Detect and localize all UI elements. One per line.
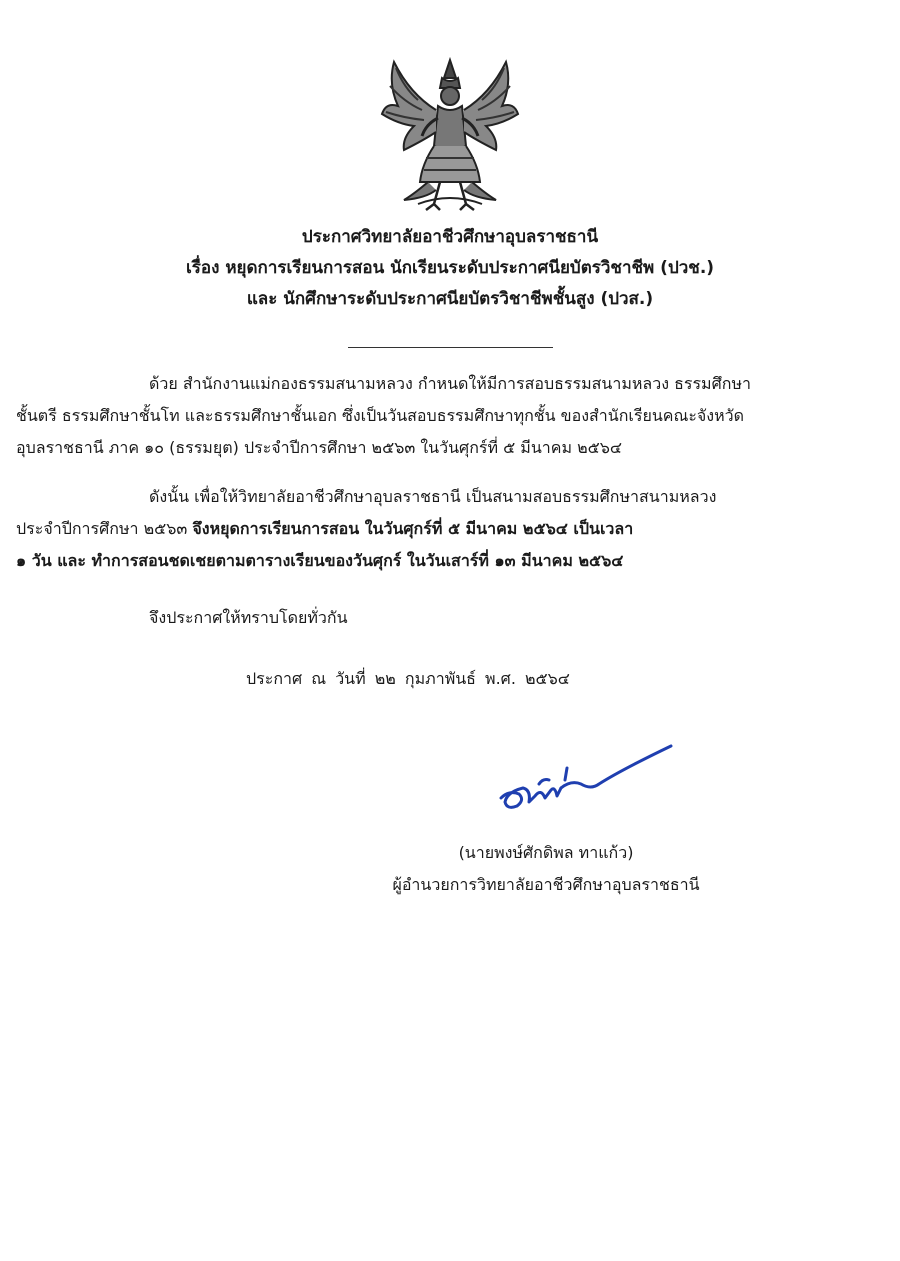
title-line-3: และ นักศึกษาระดับประกาศนียบัตรวิชาชีพชั้นสูง (ปวส.) (246, 289, 654, 309)
paragraph-3 (16, 602, 884, 634)
announcement-date: ประกาศ ณ วันที่ ๒๒ กุมภาพันธ์ พ.ศ. ๒๕๖๔ (246, 669, 570, 688)
closing-statement: จึงประกาศให้ทราบโดยทั่วกัน (149, 608, 348, 627)
title-line-2: เรื่อง หยุดการเรียนการสอน นักเรียนระดับประกาศนียบัตรวิชาชีพ (ปวช.) (185, 258, 715, 278)
signatory-block (360, 837, 732, 901)
signatory-name: (นายพงษ์ศักดิพล ทาแก้ว) (458, 843, 634, 862)
handwritten-signature (495, 740, 675, 820)
garuda-emblem-icon (374, 54, 526, 214)
paragraph-2-line-1: ดังนั้น เพื่อให้วิทยาลัยอาชีวศึกษาอุบลราชธานี เป็นสนามสอบธรรมศึกษาสนามหลวง (149, 487, 717, 506)
paragraph-2-line-2-bold: จึงหยุดการเรียนการสอน ในวันศุกร์ที่ ๕ มีนาคม ๒๕๖๔ เป็นเวลา (192, 519, 634, 538)
paragraph-2 (16, 481, 884, 577)
paragraph-1 (16, 368, 884, 464)
paragraph-2-line-3: ๑ วัน และ ทำการสอนชดเชยตามตารางเรียนของวันศุกร์ ในวันเสาร์ที่ ๑๓ มีนาคม ๒๕๖๔ (16, 551, 624, 570)
paragraph-1-line-3: อุบลราชธานี ภาค ๑๐ (ธรรมยุต) ประจำปีการศึกษา ๒๕๖๓ ในวันศุกร์ที่ ๕ มีนาคม ๒๕๖๔ (16, 438, 623, 457)
paragraph-1-line-1: ด้วย สำนักงานแม่กองธรรมสนามหลวง กำหนดให้มีการสอบธรรมสนามหลวง ธรรมศึกษา (149, 374, 751, 393)
announcement-title (0, 222, 900, 315)
title-line-1: ประกาศวิทยาลัยอาชีวศึกษาอุบลราชธานี (301, 227, 599, 247)
title-divider (348, 347, 553, 348)
signatory-position: ผู้อำนวยการวิทยาลัยอาชีวศึกษาอุบลราชธานี (392, 875, 700, 894)
paragraph-2-line-2-plain: ประจำปีการศึกษา ๒๕๖๓ (16, 519, 193, 538)
paragraph-1-line-2: ชั้นตรี ธรรมศึกษาชั้นโท และธรรมศึกษาชั้นเอก ซึ่งเป็นวันสอบธรรมศึกษาทุกชั้น ของสำนักเรียนคณะจังหวัด (16, 406, 745, 425)
paragraph-2-line-2 (16, 513, 884, 545)
